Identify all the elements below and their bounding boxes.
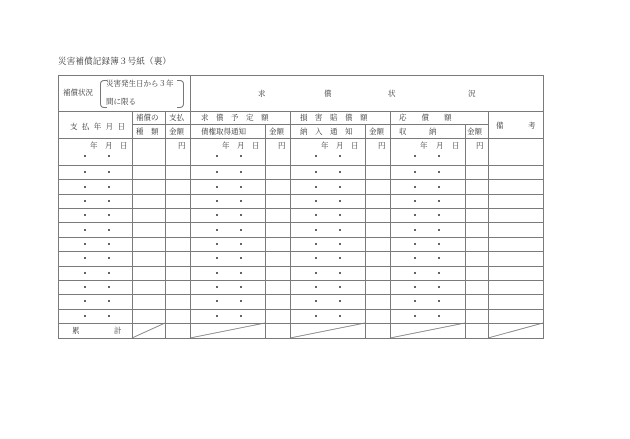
row-separator (58, 165, 544, 166)
date-dot-marker (414, 186, 416, 188)
row-separator (58, 179, 544, 180)
date-dot-marker (414, 315, 416, 317)
claim-heading-char-4: 況 (468, 89, 476, 98)
date-dot-marker (84, 243, 86, 245)
date-dot-marker (315, 286, 317, 288)
date-dot-marker (438, 171, 440, 173)
header-pay-amount-2: 金額 (169, 127, 184, 136)
col-line-2 (165, 111, 166, 339)
date-dot-marker (240, 229, 242, 231)
header-mid-line (132, 124, 488, 125)
unit-year-3: 年 (321, 141, 329, 150)
date-dot-marker (438, 214, 440, 216)
col-line-4 (265, 124, 266, 339)
table-border-top (58, 75, 544, 76)
date-dot-marker (84, 286, 86, 288)
total-slash-comp-type (132, 323, 165, 338)
date-dot-marker (438, 257, 440, 259)
unit-day-2: 日 (252, 141, 260, 150)
header-credit-notice: 債権取得通知 (201, 127, 246, 136)
header-comp-type-1: 補償の (136, 113, 159, 122)
col-line-3 (190, 111, 191, 339)
row-separator (58, 237, 544, 238)
date-dot-marker (315, 214, 317, 216)
header-remarks-1: 備 (496, 121, 504, 130)
total-slash-payment-notice (290, 323, 365, 338)
unit-yen-2: 円 (278, 141, 286, 150)
unit-month-1: 月 (105, 141, 113, 150)
table-border-left (58, 75, 59, 339)
date-dot-marker (339, 229, 341, 231)
date-dot-marker (414, 300, 416, 302)
date-dot-marker (315, 300, 317, 302)
status-label: 補償状況 (63, 88, 93, 97)
date-dot-marker (240, 186, 242, 188)
total-label-2: 計 (114, 326, 122, 335)
unit-month-2: 月 (237, 141, 245, 150)
date-dot-marker (315, 257, 317, 259)
header-pay-amount-1: 支払 (169, 113, 184, 122)
date-dot-marker (216, 243, 218, 245)
date-dot-marker (414, 286, 416, 288)
date-dot-marker (108, 243, 110, 245)
date-dot-marker (414, 272, 416, 274)
date-dot-marker (339, 214, 341, 216)
date-dot-marker (84, 200, 86, 202)
date-dot-marker (438, 272, 440, 274)
date-dot-marker (240, 243, 242, 245)
date-dot-marker (339, 272, 341, 274)
date-dot-marker (240, 300, 242, 302)
unit-yen-1: 円 (178, 141, 186, 150)
row-separator (58, 222, 544, 223)
col-line-6 (365, 124, 366, 339)
date-dot-marker (339, 200, 341, 202)
date-dot-marker (216, 229, 218, 231)
date-dot-marker (216, 186, 218, 188)
date-dot-marker (108, 300, 110, 302)
date-dot-marker (438, 243, 440, 245)
date-dot-marker (216, 171, 218, 173)
date-dot-marker (240, 214, 242, 216)
total-label-1: 累 (72, 326, 80, 335)
header-payment-notice: 納 入 通 知 (300, 127, 353, 136)
date-dot-marker (414, 243, 416, 245)
date-dot-marker (438, 200, 440, 202)
date-dot-marker (240, 315, 242, 317)
header-remarks-2: 考 (528, 121, 536, 130)
date-dot-marker (240, 272, 242, 274)
unit-month-4: 月 (436, 141, 444, 150)
date-dot-marker (339, 171, 341, 173)
row-separator (58, 309, 544, 310)
date-dot-marker (438, 155, 440, 157)
unit-day-3: 日 (351, 141, 359, 150)
unit-year-1: 年 (90, 141, 98, 150)
claim-heading-char-3: 状 (388, 89, 396, 98)
date-dot-marker (84, 214, 86, 216)
date-dot-marker (315, 200, 317, 202)
col-line-8 (465, 124, 466, 339)
row-separator (58, 294, 544, 295)
date-dot-marker (84, 171, 86, 173)
row-separator (58, 208, 544, 209)
date-dot-marker (108, 272, 110, 274)
date-dot-marker (84, 155, 86, 157)
date-dot-marker (108, 257, 110, 259)
document-title: 災害補償記録簿３号紙（裏） (58, 57, 172, 67)
date-dot-marker (108, 171, 110, 173)
total-slash-remarks (488, 323, 543, 338)
close-bracket-icon (177, 80, 184, 108)
date-dot-marker (339, 243, 341, 245)
table-border-bottom (58, 338, 544, 339)
header-bottom-line (58, 138, 544, 139)
unit-yen-3: 円 (378, 141, 386, 150)
row-separator (58, 266, 544, 267)
date-dot-marker (108, 315, 110, 317)
date-dot-marker (315, 229, 317, 231)
date-dot-marker (339, 155, 341, 157)
claim-heading-char-2: 償 (324, 89, 332, 98)
date-dot-marker (240, 155, 242, 157)
unit-year-4: 年 (420, 141, 428, 150)
date-dot-marker (216, 300, 218, 302)
date-dot-marker (414, 257, 416, 259)
date-dot-marker (414, 200, 416, 202)
row-separator (58, 323, 544, 324)
date-dot-marker (240, 286, 242, 288)
row-separator (58, 280, 544, 281)
date-dot-marker (216, 200, 218, 202)
status-note-line2: 間に限る (106, 97, 136, 106)
col-line-7 (390, 111, 391, 339)
date-dot-marker (315, 155, 317, 157)
date-dot-marker (108, 214, 110, 216)
unit-day-1: 日 (120, 141, 128, 150)
header-amount-3: 金額 (467, 127, 482, 136)
date-dot-marker (438, 300, 440, 302)
date-dot-marker (84, 315, 86, 317)
date-dot-marker (339, 300, 341, 302)
date-dot-marker (315, 315, 317, 317)
date-dot-marker (84, 300, 86, 302)
date-dot-marker (315, 186, 317, 188)
date-dot-marker (438, 286, 440, 288)
date-dot-marker (216, 214, 218, 216)
date-dot-marker (315, 171, 317, 173)
header-payment-date: 支 払 年 月 日 (70, 122, 127, 131)
date-dot-marker (108, 155, 110, 157)
date-dot-marker (414, 155, 416, 157)
date-dot-marker (108, 286, 110, 288)
col-line-9 (488, 111, 489, 339)
col-line-5 (290, 111, 291, 339)
date-dot-marker (216, 257, 218, 259)
header-amount-2: 金額 (369, 127, 384, 136)
date-dot-marker (108, 186, 110, 188)
date-dot-marker (216, 272, 218, 274)
date-dot-marker (216, 286, 218, 288)
status-divider (190, 75, 191, 111)
table-border-right (543, 75, 544, 339)
date-dot-marker (84, 186, 86, 188)
unit-yen-4: 円 (476, 141, 484, 150)
header-amount-1: 金額 (269, 127, 284, 136)
date-dot-marker (315, 272, 317, 274)
header-damages: 損 害 賠 償 額 (300, 113, 368, 122)
col-line-1 (132, 111, 133, 339)
date-dot-marker (438, 229, 440, 231)
total-slash-receipt (390, 323, 465, 338)
header-response: 応 償 額 (399, 113, 452, 122)
date-dot-marker (84, 229, 86, 231)
unit-month-3: 月 (336, 141, 344, 150)
date-dot-marker (108, 200, 110, 202)
date-dot-marker (108, 229, 110, 231)
date-dot-marker (414, 229, 416, 231)
date-dot-marker (216, 315, 218, 317)
date-dot-marker (339, 257, 341, 259)
date-dot-marker (414, 171, 416, 173)
status-note-line1: 災害発生日から３年 (106, 79, 174, 88)
total-slash-credit-notice (190, 323, 265, 338)
header-receipt: 収 納 (399, 127, 437, 136)
status-row-bottom (58, 111, 544, 112)
claim-heading-char-1: 求 (258, 89, 266, 98)
date-dot-marker (240, 257, 242, 259)
date-dot-marker (438, 315, 440, 317)
header-planned-claim: 求 償 予 定 額 (201, 113, 269, 122)
date-dot-marker (414, 214, 416, 216)
date-dot-marker (339, 315, 341, 317)
date-dot-marker (315, 243, 317, 245)
unit-day-4: 日 (452, 141, 460, 150)
date-dot-marker (240, 171, 242, 173)
unit-year-2: 年 (222, 141, 230, 150)
date-dot-marker (438, 186, 440, 188)
date-dot-marker (339, 286, 341, 288)
date-dot-marker (84, 272, 86, 274)
date-dot-marker (84, 257, 86, 259)
date-dot-marker (339, 186, 341, 188)
header-comp-type-2: 種 類 (136, 127, 159, 136)
row-separator (58, 194, 544, 195)
row-separator (58, 251, 544, 252)
date-dot-marker (216, 155, 218, 157)
date-dot-marker (240, 200, 242, 202)
